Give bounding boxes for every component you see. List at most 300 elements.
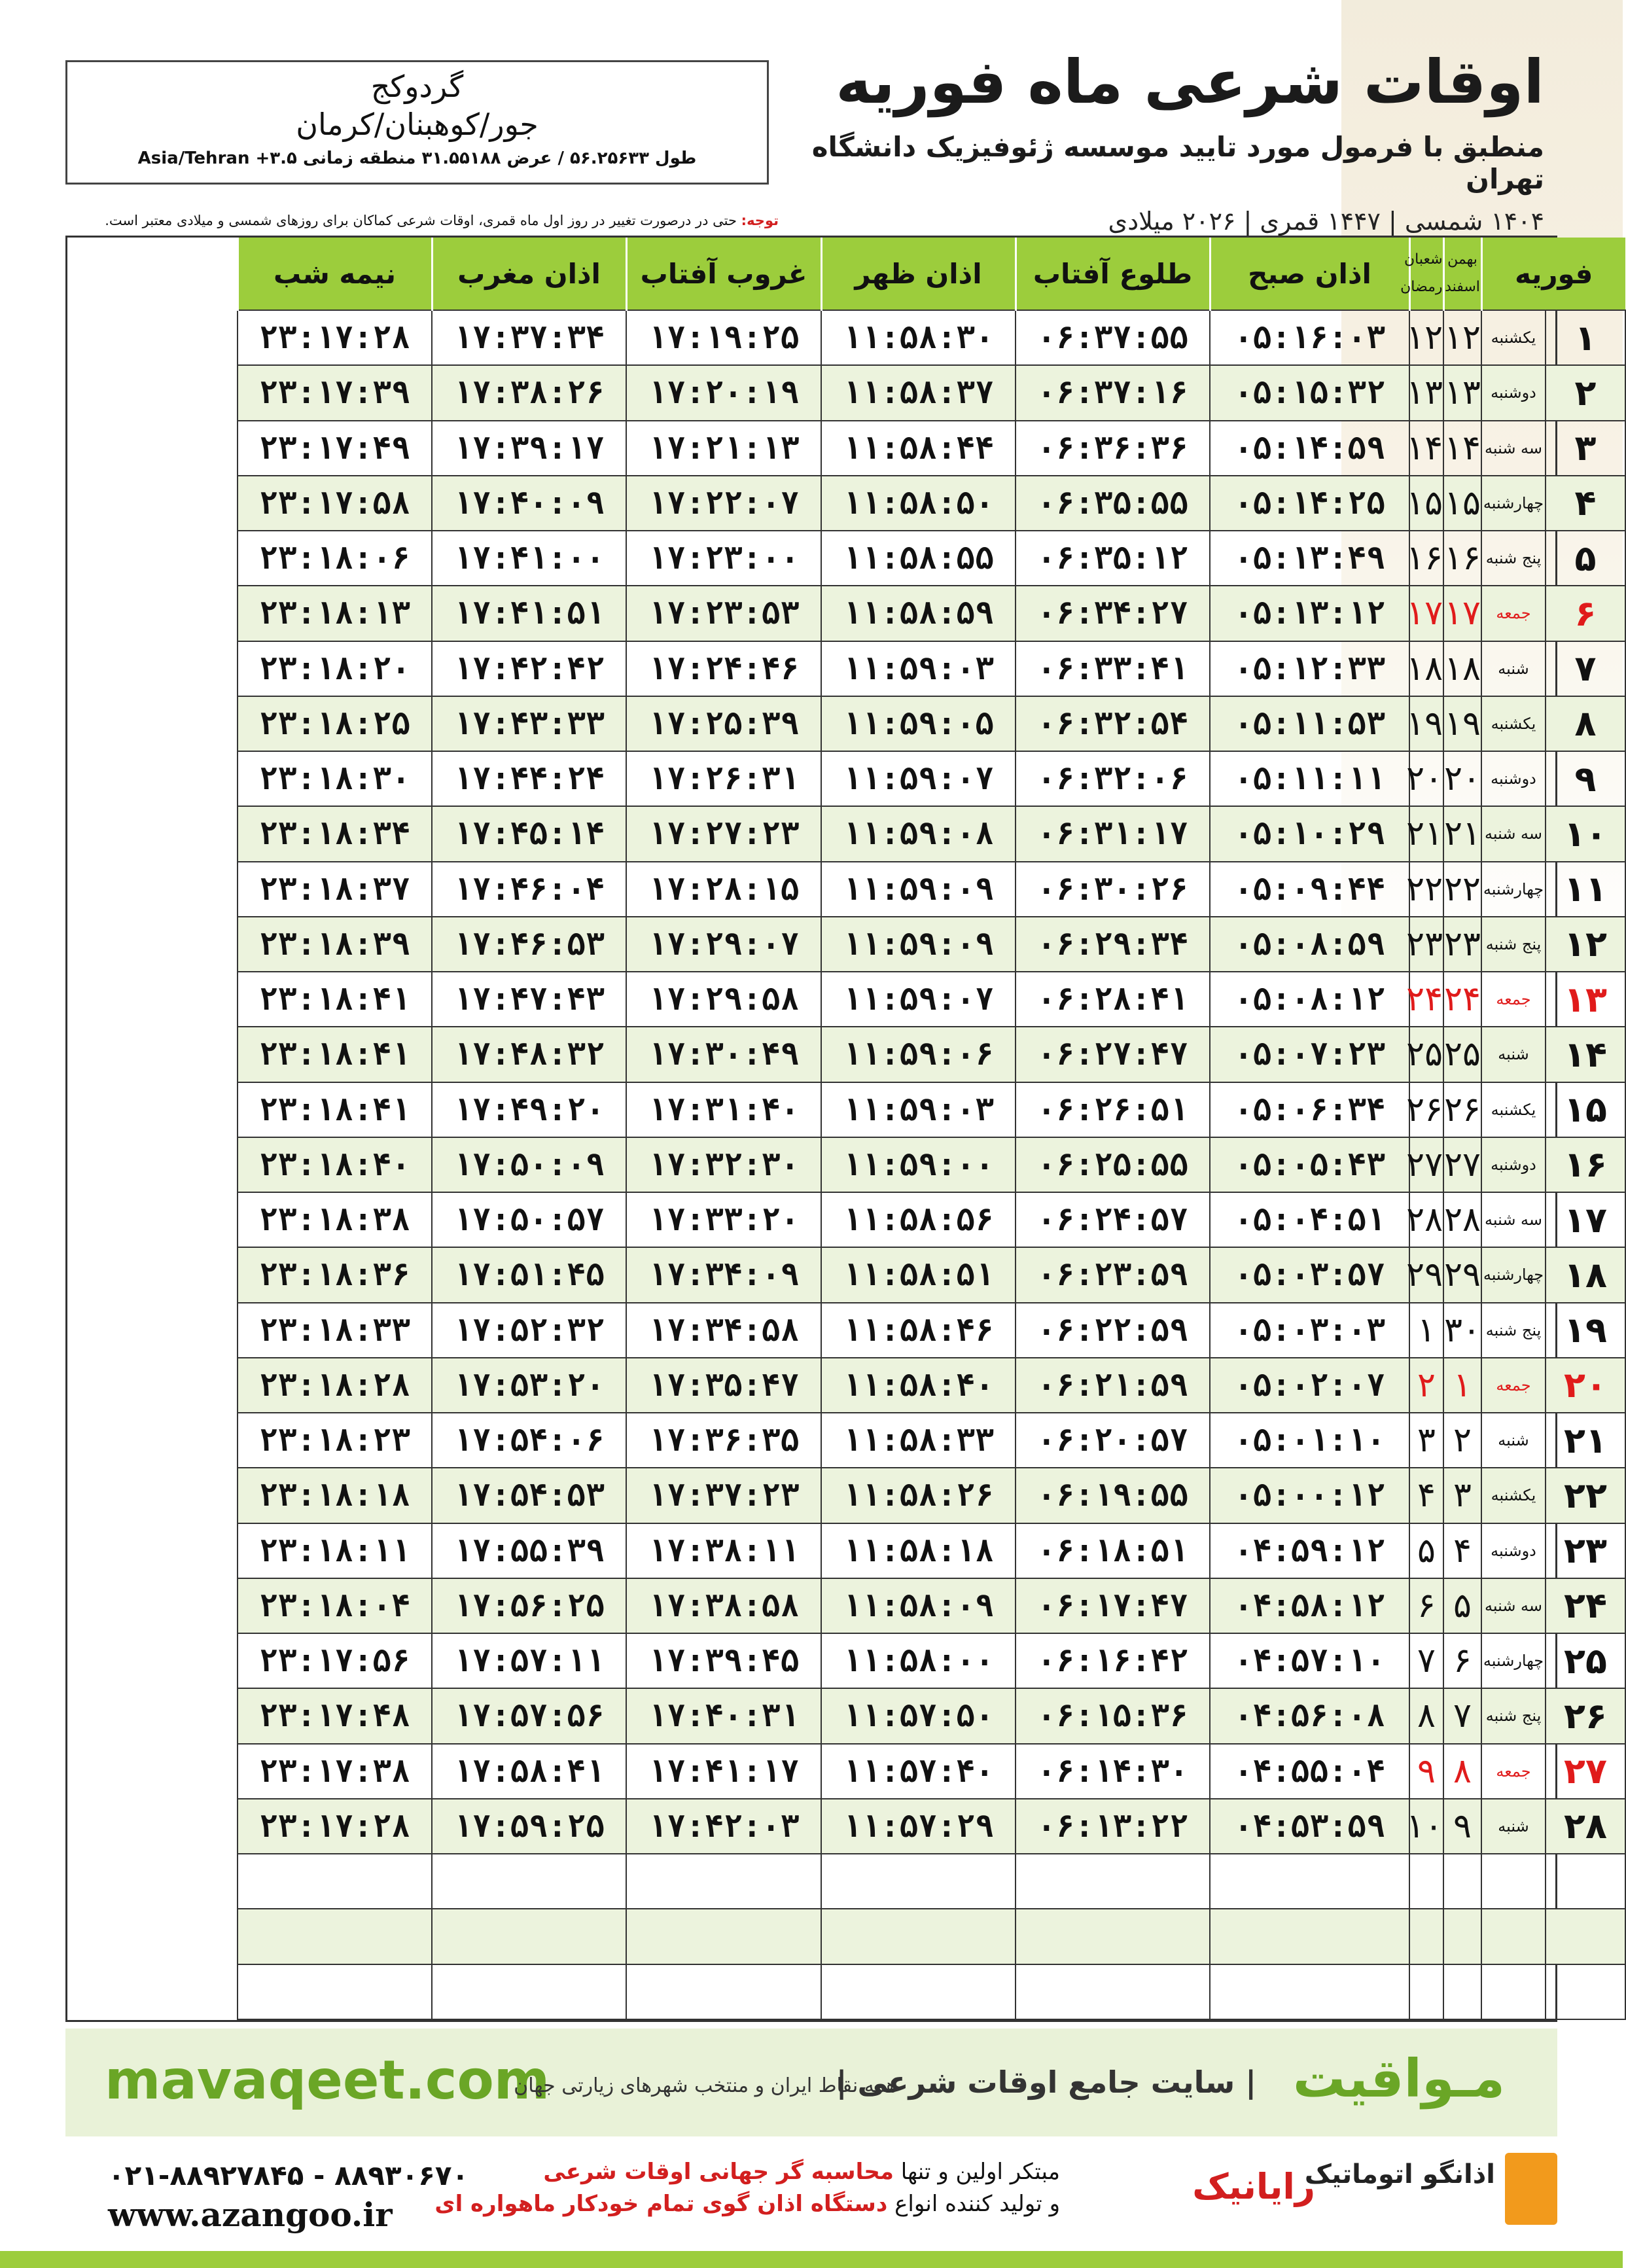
- maghrib-time: ۱۷:۵۴:۵۳: [432, 1468, 626, 1523]
- midnight-time: ۲۳:۱۸:۳۹: [238, 917, 432, 972]
- fajr-time: ۰۴:۵۵:۰۴: [1210, 1744, 1409, 1799]
- empty-cell: [821, 1909, 1016, 1964]
- sunset-time: ۱۷:۲۳:۰۰: [626, 531, 821, 586]
- empty-cell: [1443, 1854, 1481, 1909]
- sunrise-time: ۰۶:۲۲:۵۹: [1016, 1303, 1210, 1358]
- solar-date: ۱۲: [1443, 310, 1481, 365]
- midnight-time: ۲۳:۱۸:۲۸: [238, 1358, 432, 1413]
- maghrib-time: ۱۷:۵۲:۳۲: [432, 1303, 626, 1358]
- empty-cell: [238, 1909, 432, 1964]
- sunset-time: ۱۷:۳۳:۲۰: [626, 1192, 821, 1247]
- lunar-date: ۲۸: [1409, 1192, 1443, 1247]
- solar-date: ۱۷: [1443, 586, 1481, 641]
- day-number: ۲۸: [1546, 1799, 1625, 1854]
- location-coordinates: طول ۵۶.۲۵۶۳۳ / عرض ۳۱.۵۵۱۸۸ منطقه زمانی ۳.۵+ Asia/Tehran: [137, 149, 697, 168]
- header-lunar: [1400, 238, 1443, 310]
- day-number: ۱۳: [1546, 972, 1625, 1027]
- midnight-time: ۲۳:۱۸:۳۶: [238, 1247, 432, 1302]
- sunset-time: ۱۷:۲۲:۰۷: [626, 476, 821, 531]
- lunar-date: ۱۵: [1409, 476, 1443, 531]
- table-row: [68, 1413, 1625, 1468]
- midnight-time: ۲۳:۱۸:۱۸: [238, 1468, 432, 1523]
- lunar-date: ۱۷: [1409, 586, 1443, 641]
- midnight-time: ۲۳:۱۸:۳۳: [238, 1303, 432, 1358]
- table-row: [68, 862, 1625, 917]
- maghrib-time: ۱۷:۵۰:۰۹: [432, 1137, 626, 1192]
- solar-date: ۲۸: [1443, 1192, 1481, 1247]
- header-fajr: اذان صبح: [1210, 238, 1409, 310]
- fajr-time: ۰۴:۵۳:۵۹: [1210, 1799, 1409, 1854]
- table-row: [68, 586, 1625, 641]
- weekday: جمعه: [1481, 1744, 1546, 1799]
- maghrib-time: ۱۷:۴۵:۱۴: [432, 806, 626, 861]
- table-row: [68, 476, 1625, 531]
- brand-name: مـواقیت: [1292, 2048, 1505, 2109]
- page-years: ۱۴۰۴ شمسی | ۱۴۴۷ قمری | ۲۰۲۶ میلادی: [1108, 207, 1544, 236]
- sunrise-time: ۰۶:۱۸:۵۱: [1016, 1523, 1210, 1578]
- day-number: ۱۸: [1546, 1247, 1625, 1302]
- weekday: جمعه: [1481, 1358, 1546, 1413]
- midnight-time: ۲۳:۱۸:۴۱: [238, 972, 432, 1027]
- empty-cell: [1409, 1854, 1443, 1909]
- day-number: ۶: [1546, 586, 1625, 641]
- solar-date: ۲۰: [1443, 751, 1481, 806]
- sunrise-time: ۰۶:۳۱:۱۷: [1016, 806, 1210, 861]
- midnight-time: ۲۳:۱۷:۵۸: [238, 476, 432, 531]
- fajr-time: ۰۵:۰۲:۰۷: [1210, 1358, 1409, 1413]
- promo-line-1: [434, 2156, 1060, 2188]
- fajr-time: ۰۵:۰۳:۵۷: [1210, 1247, 1409, 1302]
- midnight-time: ۲۳:۱۸:۳۷: [238, 862, 432, 917]
- midnight-time: ۲۳:۱۸:۲۳: [238, 1413, 432, 1468]
- sunrise-time: ۰۶:۳۵:۱۲: [1016, 531, 1210, 586]
- solar-date: ۷: [1443, 1688, 1481, 1743]
- lunar-date: ۱۴: [1409, 421, 1443, 476]
- table-row: [68, 1082, 1625, 1137]
- table-row: [68, 1578, 1625, 1633]
- maghrib-time: ۱۷:۴۶:۰۴: [432, 862, 626, 917]
- dhuhr-time: ۱۱:۵۸:۵۵: [821, 531, 1016, 586]
- weekday: سه شنبه: [1481, 1192, 1546, 1247]
- solar-date: ۱: [1443, 1358, 1481, 1413]
- solar-date: ۱۸: [1443, 641, 1481, 696]
- maghrib-time: ۱۷:۴۶:۵۳: [432, 917, 626, 972]
- empty-cell: [1481, 1909, 1546, 1964]
- maghrib-time: ۱۷:۴۸:۳۲: [432, 1027, 626, 1082]
- contact-phone: ۰۲۱-۸۸۹۲۷۸۴۵ - ۸۸۹۳۰۶۷۰: [108, 2159, 469, 2191]
- fajr-time: ۰۵:۱۰:۲۹: [1210, 806, 1409, 861]
- empty-cell: [821, 1854, 1016, 1909]
- empty-cell: [1546, 1909, 1625, 1964]
- fajr-time: ۰۵:۰۴:۵۱: [1210, 1192, 1409, 1247]
- dhuhr-time: ۱۱:۵۷:۲۹: [821, 1799, 1016, 1854]
- sunrise-time: ۰۶:۱۹:۵۵: [1016, 1468, 1210, 1523]
- header-midnight: نیمه شب: [238, 238, 432, 310]
- midnight-time: ۲۳:۱۷:۳۹: [238, 365, 432, 420]
- solar-date: ۳۰: [1443, 1303, 1481, 1358]
- empty-cell: [1409, 1964, 1443, 2020]
- day-number: ۲: [1546, 365, 1625, 420]
- empty-cell: [1481, 1854, 1546, 1909]
- weekday: سه شنبه: [1481, 806, 1546, 861]
- maghrib-time: ۱۷:۴۱:۰۰: [432, 531, 626, 586]
- fajr-time: ۰۴:۵۸:۱۲: [1210, 1578, 1409, 1633]
- location-box: [65, 60, 769, 185]
- dhuhr-time: ۱۱:۵۹:۰۹: [821, 917, 1016, 972]
- fajr-time: ۰۵:۱۴:۲۵: [1210, 476, 1409, 531]
- weekday: دوشنبه: [1481, 751, 1546, 806]
- weekday: سه شنبه: [1481, 421, 1546, 476]
- promo-line-2-a: و تولید کننده انواع: [887, 2191, 1060, 2218]
- dhuhr-time: ۱۱:۵۸:۰۹: [821, 1578, 1016, 1633]
- logos: [1099, 2153, 1557, 2231]
- header-day: فوریه: [1481, 238, 1625, 310]
- empty-cell: [1016, 1909, 1210, 1964]
- lunar-date: ۲۵: [1409, 1027, 1443, 1082]
- table-row: [68, 1247, 1625, 1302]
- sunrise-time: ۰۶:۳۷:۵۵: [1016, 310, 1210, 365]
- weekday: یکشنبه: [1481, 1468, 1546, 1523]
- prayer-times-table: [65, 236, 1607, 2022]
- empty-row: [68, 1854, 1625, 1909]
- maghrib-time: ۱۷:۳۷:۳۴: [432, 310, 626, 365]
- weekday: دوشنبه: [1481, 365, 1546, 420]
- sunrise-time: ۰۶:۲۸:۴۱: [1016, 972, 1210, 1027]
- solar-date: ۱۶: [1443, 531, 1481, 586]
- azangoo-logo-text: اذانگو اتوماتیک: [1304, 2159, 1495, 2189]
- lunar-date: ۷: [1409, 1633, 1443, 1688]
- sunset-time: ۱۷:۲۹:۰۷: [626, 917, 821, 972]
- sunset-time: ۱۷:۳۶:۳۵: [626, 1413, 821, 1468]
- lunar-date: ۵: [1409, 1523, 1443, 1578]
- solar-date: ۲۴: [1443, 972, 1481, 1027]
- table-row: [68, 1027, 1625, 1082]
- solar-date: ۶: [1443, 1633, 1481, 1688]
- footer-band: [65, 2029, 1557, 2136]
- sunset-time: ۱۷:۲۹:۵۸: [626, 972, 821, 1027]
- fajr-time: ۰۵:۱۳:۴۹: [1210, 531, 1409, 586]
- sunset-time: ۱۷:۲۱:۱۳: [626, 421, 821, 476]
- lunar-date: ۲۲: [1409, 862, 1443, 917]
- day-number: ۳: [1546, 421, 1625, 476]
- empty-cell: [821, 1964, 1016, 2020]
- solar-date: ۲۷: [1443, 1137, 1481, 1192]
- midnight-time: ۲۳:۱۸:۳۰: [238, 751, 432, 806]
- maghrib-time: ۱۷:۵۰:۵۷: [432, 1192, 626, 1247]
- sunset-time: ۱۷:۳۵:۴۷: [626, 1358, 821, 1413]
- maghrib-time: ۱۷:۴۰:۰۹: [432, 476, 626, 531]
- sunrise-time: ۰۶:۱۵:۳۶: [1016, 1688, 1210, 1743]
- midnight-time: ۲۳:۱۸:۱۳: [238, 586, 432, 641]
- promo-line-2-b: دستگاه اذان گوی تمام خودکار ماهواره ای: [434, 2191, 888, 2218]
- sunset-time: ۱۷:۲۶:۳۱: [626, 751, 821, 806]
- sunrise-time: ۰۶:۳۳:۴۱: [1016, 641, 1210, 696]
- weekday: دوشنبه: [1481, 1523, 1546, 1578]
- dhuhr-time: ۱۱:۵۸:۴۴: [821, 421, 1016, 476]
- maghrib-time: ۱۷:۵۱:۴۵: [432, 1247, 626, 1302]
- empty-cell: [1443, 1964, 1481, 2020]
- dhuhr-time: ۱۱:۵۷:۵۰: [821, 1688, 1016, 1743]
- dhuhr-time: ۱۱:۵۹:۰۷: [821, 751, 1016, 806]
- day-number: ۲۳: [1546, 1523, 1625, 1578]
- sunset-time: ۱۷:۳۸:۱۱: [626, 1523, 821, 1578]
- sunset-time: ۱۷:۱۹:۲۵: [626, 310, 821, 365]
- maghrib-time: ۱۷:۵۷:۵۶: [432, 1688, 626, 1743]
- lunar-date: ۱۸: [1409, 641, 1443, 696]
- fajr-time: ۰۵:۰۵:۴۳: [1210, 1137, 1409, 1192]
- sunrise-time: ۰۶:۱۴:۳۰: [1016, 1744, 1210, 1799]
- fajr-time: ۰۴:۵۹:۱۲: [1210, 1523, 1409, 1578]
- empty-cell: [1016, 1964, 1210, 2020]
- header-solar-b: اسفند: [1445, 279, 1480, 295]
- fajr-time: ۰۵:۰۹:۴۴: [1210, 862, 1409, 917]
- dhuhr-time: ۱۱:۵۸:۰۰: [821, 1633, 1016, 1688]
- weekday: چهارشنبه: [1481, 1633, 1546, 1688]
- dhuhr-time: ۱۱:۵۸:۳۰: [821, 310, 1016, 365]
- maghrib-time: ۱۷:۳۹:۱۷: [432, 421, 626, 476]
- solar-date: ۴: [1443, 1523, 1481, 1578]
- solar-date: ۹: [1443, 1799, 1481, 1854]
- lunar-date: ۸: [1409, 1688, 1443, 1743]
- midnight-time: ۲۳:۱۷:۴۹: [238, 421, 432, 476]
- day-number: ۲۷: [1546, 1744, 1625, 1799]
- sunset-time: ۱۷:۳۸:۵۸: [626, 1578, 821, 1633]
- header-solar-a: بهمن: [1447, 251, 1477, 268]
- day-number: ۱۱: [1546, 862, 1625, 917]
- header-sunrise: طلوع آفتاب: [1016, 238, 1210, 310]
- day-number: ۲۰: [1546, 1358, 1625, 1413]
- brand-tagline-sub: همه نقاط ایران و منتخب شهرهای زیارتی جهان: [514, 2074, 896, 2097]
- maghrib-time: ۱۷:۵۶:۲۵: [432, 1578, 626, 1633]
- day-number: ۵: [1546, 531, 1625, 586]
- contact-website[interactable]: www.azangoo.ir: [108, 2195, 393, 2234]
- midnight-time: ۲۳:۱۸:۲۰: [238, 641, 432, 696]
- sunset-time: ۱۷:۳۷:۲۳: [626, 1468, 821, 1523]
- rayanik-logo-text: رایانیک: [1192, 2166, 1315, 2207]
- sunset-time: ۱۷:۲۸:۱۵: [626, 862, 821, 917]
- fajr-time: ۰۵:۱۱:۱۱: [1210, 751, 1409, 806]
- midnight-time: ۲۳:۱۸:۴۱: [238, 1082, 432, 1137]
- dhuhr-time: ۱۱:۵۸:۴۰: [821, 1358, 1016, 1413]
- maghrib-time: ۱۷:۵۳:۲۰: [432, 1358, 626, 1413]
- sunset-time: ۱۷:۳۲:۳۰: [626, 1137, 821, 1192]
- maghrib-time: ۱۷:۴۲:۴۲: [432, 641, 626, 696]
- lunar-date: ۲۰: [1409, 751, 1443, 806]
- maghrib-time: ۱۷:۴۹:۲۰: [432, 1082, 626, 1137]
- midnight-time: ۲۳:۱۸:۰۶: [238, 531, 432, 586]
- lunar-date: ۲۴: [1409, 972, 1443, 1027]
- midnight-time: ۲۳:۱۷:۲۸: [238, 1799, 432, 1854]
- weekday: پنج شنبه: [1481, 1688, 1546, 1743]
- dhuhr-time: ۱۱:۵۸:۲۶: [821, 1468, 1016, 1523]
- day-number: ۱: [1546, 310, 1625, 365]
- table-row: [68, 1137, 1625, 1192]
- lunar-date: ۱۰: [1409, 1799, 1443, 1854]
- note-text: حتی در درصورت تغییر در روز اول ماه قمری، اوقات شرعی کماکان برای روزهای شمسی و میلادی معتبر است.: [105, 213, 741, 228]
- day-number: ۱۴: [1546, 1027, 1625, 1082]
- solar-date: ۲۲: [1443, 862, 1481, 917]
- sunset-time: ۱۷:۲۰:۱۹: [626, 365, 821, 420]
- sunrise-time: ۰۶:۲۳:۵۹: [1016, 1247, 1210, 1302]
- empty-cell: [1409, 1909, 1443, 1964]
- sunset-time: ۱۷:۲۳:۵۳: [626, 586, 821, 641]
- table-row: [68, 1633, 1625, 1688]
- table-body: [68, 310, 1625, 2019]
- table-row: [68, 1468, 1625, 1523]
- lunar-date: ۲۷: [1409, 1137, 1443, 1192]
- lunar-date: ۱۳: [1409, 365, 1443, 420]
- fajr-time: ۰۴:۵۷:۱۰: [1210, 1633, 1409, 1688]
- midnight-time: ۲۳:۱۷:۵۶: [238, 1633, 432, 1688]
- sunrise-time: ۰۶:۳۷:۱۶: [1016, 365, 1210, 420]
- sunrise-time: ۰۶:۲۶:۵۱: [1016, 1082, 1210, 1137]
- weekday: شنبه: [1481, 1027, 1546, 1082]
- sunrise-time: ۰۶:۲۴:۵۷: [1016, 1192, 1210, 1247]
- dhuhr-time: ۱۱:۵۹:۰۳: [821, 1082, 1016, 1137]
- table-row: [68, 1358, 1625, 1413]
- empty-cell: [1546, 1854, 1625, 1909]
- sunrise-time: ۰۶:۲۱:۵۹: [1016, 1358, 1210, 1413]
- bottom-accent-bar: [0, 2251, 1623, 2268]
- promo-line-1-b: محاسبه گر جهانی اوقات شرعی: [543, 2159, 894, 2185]
- header-maghrib: اذان مغرب: [432, 238, 626, 310]
- day-number: ۲۱: [1546, 1413, 1625, 1468]
- solar-date: ۱۳: [1443, 365, 1481, 420]
- day-number: ۱۷: [1546, 1192, 1625, 1247]
- sunrise-time: ۰۶:۳۴:۲۷: [1016, 586, 1210, 641]
- weekday: سه شنبه: [1481, 1578, 1546, 1633]
- dhuhr-time: ۱۱:۵۹:۰۳: [821, 641, 1016, 696]
- weekday: یکشنبه: [1481, 310, 1546, 365]
- maghrib-time: ۱۷:۵۴:۰۶: [432, 1413, 626, 1468]
- maghrib-time: ۱۷:۴۳:۳۳: [432, 696, 626, 751]
- solar-date: ۳: [1443, 1468, 1481, 1523]
- fajr-time: ۰۵:۱۳:۱۲: [1210, 586, 1409, 641]
- sunset-time: ۱۷:۴۲:۰۳: [626, 1799, 821, 1854]
- table-row: [68, 310, 1625, 365]
- weekday: شنبه: [1481, 1413, 1546, 1468]
- empty-cell: [238, 1854, 432, 1909]
- table-row: [68, 1799, 1625, 1854]
- solar-date: ۲: [1443, 1413, 1481, 1468]
- weekday: پنج شنبه: [1481, 1303, 1546, 1358]
- solar-date: ۱۹: [1443, 696, 1481, 751]
- table-row: [68, 641, 1625, 696]
- solar-date: ۱۴: [1443, 421, 1481, 476]
- weekday: یکشنبه: [1481, 696, 1546, 751]
- table-row: [68, 917, 1625, 972]
- weekday: جمعه: [1481, 972, 1546, 1027]
- empty-cell: [432, 1854, 626, 1909]
- midnight-time: ۲۳:۱۸:۳۴: [238, 806, 432, 861]
- maghrib-time: ۱۷:۳۸:۲۶: [432, 365, 626, 420]
- dhuhr-time: ۱۱:۵۹:۰۷: [821, 972, 1016, 1027]
- fajr-time: ۰۵:۰۸:۵۹: [1210, 917, 1409, 972]
- weekday: دوشنبه: [1481, 1137, 1546, 1192]
- table-row: [68, 972, 1625, 1027]
- weekday: پنج شنبه: [1481, 531, 1546, 586]
- table-row: [68, 365, 1625, 420]
- note-label: توجه:: [741, 213, 779, 228]
- dhuhr-time: ۱۱:۵۸:۱۸: [821, 1523, 1016, 1578]
- weekday: چهارشنبه: [1481, 1247, 1546, 1302]
- sunrise-time: ۰۶:۱۷:۴۷: [1016, 1578, 1210, 1633]
- header-sunset: غروب آفتاب: [626, 238, 821, 310]
- empty-cell: [432, 1909, 626, 1964]
- lunar-date: ۲: [1409, 1358, 1443, 1413]
- weekday: چهارشنبه: [1481, 476, 1546, 531]
- sunset-time: ۱۷:۳۰:۴۹: [626, 1027, 821, 1082]
- table-row: [68, 1523, 1625, 1578]
- header-lunar-b: رمضان: [1400, 279, 1443, 295]
- table-row: [68, 1688, 1625, 1743]
- sunrise-time: ۰۶:۳۰:۲۶: [1016, 862, 1210, 917]
- lunar-date: ۲۶: [1409, 1082, 1443, 1137]
- empty-cell: [432, 1964, 626, 2020]
- sunrise-time: ۰۶:۲۰:۵۷: [1016, 1413, 1210, 1468]
- day-number: ۱۲: [1546, 917, 1625, 972]
- promo-line-1-a: مبتکر اولین و تنها: [893, 2159, 1060, 2185]
- lunar-date: ۴: [1409, 1468, 1443, 1523]
- fajr-time: ۰۵:۰۱:۱۰: [1210, 1413, 1409, 1468]
- dhuhr-time: ۱۱:۵۸:۳۳: [821, 1413, 1016, 1468]
- fajr-time: ۰۵:۱۵:۳۲: [1210, 365, 1409, 420]
- maghrib-time: ۱۷:۵۵:۳۹: [432, 1523, 626, 1578]
- empty-cell: [1443, 1909, 1481, 1964]
- brand-url[interactable]: mavaqeet.com: [105, 2049, 550, 2112]
- empty-cell: [1210, 1854, 1409, 1909]
- lunar-date: ۶: [1409, 1578, 1443, 1633]
- sunrise-time: ۰۶:۳۲:۵۴: [1016, 696, 1210, 751]
- midnight-time: ۲۳:۱۷:۲۸: [238, 310, 432, 365]
- sunset-time: ۱۷:۲۵:۳۹: [626, 696, 821, 751]
- midnight-time: ۲۳:۱۸:۴۱: [238, 1027, 432, 1082]
- table-row: [68, 421, 1625, 476]
- weekday: پنج شنبه: [1481, 917, 1546, 972]
- lunar-date: ۱۶: [1409, 531, 1443, 586]
- sunrise-time: ۰۶:۲۹:۳۴: [1016, 917, 1210, 972]
- weekday: چهارشنبه: [1481, 862, 1546, 917]
- fajr-time: ۰۵:۰۸:۱۲: [1210, 972, 1409, 1027]
- location-city: گردوکج: [370, 69, 464, 104]
- day-number: ۸: [1546, 696, 1625, 751]
- dhuhr-time: ۱۱:۵۹:۰۸: [821, 806, 1016, 861]
- midnight-time: ۲۳:۱۸:۲۵: [238, 696, 432, 751]
- dhuhr-time: ۱۱:۵۹:۰۵: [821, 696, 1016, 751]
- midnight-time: ۲۳:۱۸:۰۴: [238, 1578, 432, 1633]
- lunar-date: ۲۳: [1409, 917, 1443, 972]
- empty-cell: [1210, 1909, 1409, 1964]
- lunar-date: ۲۹: [1409, 1247, 1443, 1302]
- dhuhr-time: ۱۱:۵۸:۴۶: [821, 1303, 1016, 1358]
- midnight-time: ۲۳:۱۸:۱۱: [238, 1523, 432, 1578]
- day-number: ۴: [1546, 476, 1625, 531]
- fajr-time: ۰۵:۰۳:۰۳: [1210, 1303, 1409, 1358]
- maghrib-time: ۱۷:۴۴:۲۴: [432, 751, 626, 806]
- dhuhr-time: ۱۱:۵۸:۵۹: [821, 586, 1016, 641]
- empty-cell: [626, 1854, 821, 1909]
- sunrise-time: ۰۶:۲۷:۴۷: [1016, 1027, 1210, 1082]
- midnight-time: ۲۳:۱۸:۳۸: [238, 1192, 432, 1247]
- solar-date: ۲۳: [1443, 917, 1481, 972]
- sunrise-time: ۰۶:۳۵:۵۵: [1016, 476, 1210, 531]
- solar-date: ۱۵: [1443, 476, 1481, 531]
- empty-cell: [1546, 1964, 1625, 2020]
- fajr-time: ۰۵:۰۶:۳۴: [1210, 1082, 1409, 1137]
- empty-cell: [1210, 1964, 1409, 2020]
- promo-line-2: [434, 2188, 1060, 2220]
- day-number: ۱۹: [1546, 1303, 1625, 1358]
